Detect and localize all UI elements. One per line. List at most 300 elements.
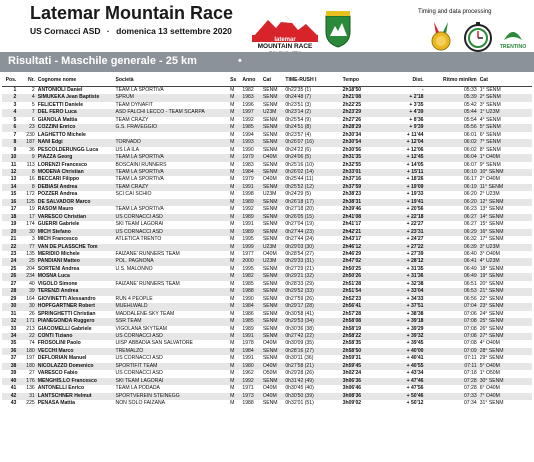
cell-sex: M: [229, 199, 241, 206]
table-row: [2, 176, 532, 183]
cell-team: TEAM CRAZY: [115, 184, 230, 191]
cell-gap: + 11'44: [406, 131, 424, 138]
cell-catpos: 1° O50M: [479, 370, 500, 377]
cell-rush: 0h27'42 (22): [284, 333, 341, 340]
cell-time: 2h51'28: [342, 280, 362, 287]
cell-pos: 24: [2, 258, 18, 265]
cell-catpos: 31° SENM: [479, 400, 504, 407]
cell-pos: 34: [2, 333, 18, 340]
column-header-pace: Ritmo min/km: [426, 74, 479, 87]
cell-time: 2h58'19: [342, 325, 362, 332]
table-row: [2, 340, 532, 347]
cell-pos: 5: [13, 116, 17, 123]
cell-bib: 6: [31, 116, 35, 123]
cell-year: 1988: [242, 400, 254, 407]
cell-gap: + 19'41: [383, 199, 426, 206]
cell-time: 2h50'25: [342, 265, 362, 272]
cell-gap: + 12'06: [406, 146, 424, 153]
table-row: [2, 109, 532, 116]
cell-bib: 230: [26, 131, 35, 138]
cell-bib: 197: [26, 355, 35, 362]
cell-name: ANTONELLI Enrico: [37, 385, 85, 392]
cell-team: SPRUM: [115, 94, 230, 101]
cell-sex: M: [229, 184, 241, 191]
cell-cat: SENM: [262, 303, 285, 310]
event-title: Latemar Mountain Race: [30, 3, 234, 23]
cell-gap: + 39'18: [383, 318, 426, 325]
cell-bib: 23: [18, 124, 36, 131]
timing-label: Timing and data processing: [418, 9, 492, 15]
cell-catpos: 8° SENM: [479, 146, 501, 153]
table-row: [2, 221, 532, 228]
cell-pace: 06:01: [463, 131, 477, 138]
cell-sex: M: [229, 214, 241, 221]
cell-pos: 39: [10, 370, 17, 377]
cell-pos: 10: [2, 154, 18, 161]
cell-year: 1989: [241, 199, 261, 206]
cell-sex: M: [230, 385, 235, 392]
cell-name: DE SALVADOR Marco: [37, 199, 115, 206]
column-header-cat: Cat: [262, 74, 285, 87]
cell-cat: SENM: [262, 400, 278, 407]
cell-team: MUEHLWALD: [115, 303, 230, 310]
cell-catpos: 10° SENM: [479, 169, 532, 176]
cell-name: RASOM Mauro: [37, 206, 74, 213]
cell-catpos: 3° SENM: [479, 101, 501, 108]
cell-year: 1997: [241, 109, 261, 116]
cell-sex: M: [229, 109, 241, 116]
cell-catpos: 19° SENM: [479, 273, 532, 280]
cell-rush: 0h22'35 (1): [285, 87, 311, 93]
table-row: [2, 288, 532, 295]
cell-rush: 0h27'44 (23): [284, 229, 341, 236]
cell-sex: M: [229, 139, 241, 146]
cell-gap: + 8'36: [409, 116, 424, 123]
cell-cat: SENM: [262, 116, 278, 123]
cell-bib: 172: [26, 191, 35, 198]
cell-sex: M: [230, 280, 235, 287]
cell-pace: 07:28: [426, 378, 479, 385]
cell-team: SKI TEAM LAGORAI: [115, 221, 164, 228]
cell-rush: 0h30'45 (40): [285, 385, 314, 392]
cell-catpos: 4° U23M: [479, 258, 532, 265]
bar-dot: •: [238, 55, 242, 67]
cell-pos: 32: [2, 318, 18, 325]
cell-name: VARESCO Fabio: [37, 370, 78, 377]
cell-pace: 05:56: [426, 124, 479, 131]
cell-sex: M: [230, 295, 235, 302]
cell-gap: + 22'18: [383, 214, 426, 221]
cell-catpos: 4° SENM: [479, 116, 501, 123]
cell-pace: 07:08: [426, 333, 479, 340]
cell-gap: + 12'45: [383, 154, 426, 161]
cell-rush: 0h28'33 (29): [285, 280, 314, 287]
cell-rush: 0h24'22 (6): [285, 146, 311, 153]
cell-time: 2h56'41: [342, 303, 383, 310]
cell-gap: + 39'32: [383, 333, 426, 340]
cell-name: PIAZZA Georg: [37, 154, 115, 161]
cell-year: 1978: [242, 340, 254, 347]
cell-sex: M: [230, 206, 235, 213]
svg-text:MOUNTAIN RACE: MOUNTAIN RACE: [257, 43, 313, 50]
cell-team: FAIZANE' RUNNERS TEAM: [115, 250, 180, 257]
cell-time: 2h33'01: [342, 169, 383, 176]
table-row: [2, 318, 532, 325]
cell-sex: M: [229, 229, 241, 236]
cell-catpos: 20° SENM: [479, 280, 504, 287]
cell-year: 1988: [241, 288, 261, 295]
page-header: [0, 0, 534, 57]
table-row: [2, 370, 532, 377]
cell-bib: 204: [26, 265, 35, 272]
cell-team: US CORNACCI ASD: [115, 229, 230, 236]
cell-sex: M: [229, 318, 241, 325]
table-header-row: [2, 74, 532, 87]
cell-team: TEAM CRAZY: [115, 116, 149, 123]
cell-time: 2h28'29: [342, 124, 383, 131]
cell-bib: 3: [31, 236, 35, 243]
cell-name: PENASA Mattia: [37, 400, 75, 407]
cell-pos: 13: [10, 176, 17, 183]
cell-catpos: 30° SENM: [479, 378, 532, 385]
cell-catpos: 1° U23M: [479, 109, 532, 116]
cell-year: 1983: [242, 161, 254, 168]
cell-team: TEAM LA SPORTIVA: [115, 154, 230, 161]
table-row: [2, 273, 532, 280]
cell-bib: 9: [18, 154, 36, 161]
cell-team: POL. PAGNONA: [115, 258, 230, 265]
cell-gap: + 12'04: [383, 139, 426, 146]
cell-gap: + 27'39: [406, 250, 424, 257]
cell-team: [115, 199, 230, 206]
cell-catpos: 3° U23M: [479, 244, 532, 251]
cell-bib: 174: [26, 221, 35, 228]
cell-rush: 0h26'18 (17): [284, 199, 341, 206]
cell-rush: 0h30'11 (36): [285, 355, 314, 362]
cell-year: 1989: [241, 229, 261, 236]
cell-rush: 0h27'18 (20): [285, 206, 314, 213]
cell-rush: 0h32'01 (51): [285, 400, 314, 407]
cell-name: HOPFGARTNER Robert: [37, 303, 115, 310]
results-title-bar: [0, 52, 534, 72]
cell-team: TEAM LA SPORTIVA: [115, 176, 164, 183]
table-row: [2, 214, 532, 221]
cell-name: SIMUKEKA Jean Baptiste: [37, 94, 115, 101]
cell-bib: 26: [29, 310, 35, 317]
cell-catpos: 4° O40M: [479, 340, 500, 347]
cell-pos: 43: [10, 400, 17, 407]
cell-catpos: 24° SENM: [479, 310, 504, 317]
cell-team: SPORTIFIT TEAM: [115, 363, 230, 370]
cell-bib: 180: [18, 363, 36, 370]
cell-pos: 16: [2, 199, 18, 206]
table-row: [2, 296, 532, 303]
cell-catpos: 13° SENM: [479, 206, 504, 213]
cell-pace: 06:02: [426, 139, 479, 146]
cell-rush: 0h25'16 (10): [285, 161, 314, 168]
cell-cat: SENM: [262, 184, 285, 191]
cell-team: TREMALZO: [115, 348, 230, 355]
cell-time: 2h37'59: [342, 184, 383, 191]
table-row: [2, 363, 532, 370]
cell-team: TORNADO: [115, 139, 230, 146]
cell-sex: M: [229, 348, 241, 355]
results-title: Risultati - Maschile generale - 25 km: [8, 55, 197, 67]
results-body: [2, 87, 532, 408]
cell-cat: SENM: [262, 295, 278, 302]
table-row: [2, 385, 532, 392]
cell-name: VIGOLO Simone: [37, 280, 78, 287]
cell-pace: 06:29: [426, 229, 479, 236]
cell-catpos: 16° SENM: [479, 229, 532, 236]
cell-bib: 125: [18, 199, 36, 206]
cell-gap: + 39'45: [406, 340, 424, 347]
cell-catpos: 25° SENM: [479, 318, 532, 325]
cell-cat: SENM: [262, 206, 278, 213]
cell-time: 3h06'46: [342, 385, 362, 392]
cell-gap: + 38'38: [406, 310, 424, 317]
cell-year: 1962: [242, 370, 254, 377]
cell-catpos: 12° SENM: [479, 199, 532, 206]
results-table: [2, 74, 532, 407]
cell-name: NANI Edgi: [37, 139, 115, 146]
column-header-rush: TIME-RUSH I: [284, 74, 341, 87]
cell-team: US CORNACCI ASD: [115, 370, 163, 377]
cell-name: DEL FERO Luca: [37, 109, 115, 116]
cell-team: [115, 244, 230, 251]
cell-bib: 25: [18, 258, 36, 265]
cell-pos: 9: [13, 146, 17, 153]
cell-name: GUERRI Gabriele: [37, 221, 80, 228]
column-header-name: Cognome nome: [37, 74, 115, 87]
cell-rush: 0h27'58 (21): [284, 363, 341, 370]
cell-time: 2h18'50: [342, 87, 362, 93]
cell-team: MADDALENE SKY TEAM: [115, 310, 175, 317]
cell-rush: 0h26'05 (15): [284, 214, 341, 221]
cell-name: GIACOMELLI Gabriele: [37, 325, 92, 332]
cell-cat: SENM: [262, 355, 278, 362]
cell-year: 1996: [242, 101, 254, 108]
cell-year: 1979: [241, 154, 261, 161]
cell-bib: 171: [18, 318, 36, 325]
cell-sex: M: [230, 116, 235, 123]
organizer-name: US Cornacci ASD: [30, 26, 101, 36]
cell-catpos: 11° SENM: [479, 184, 532, 191]
cell-pos: 1: [13, 87, 17, 93]
cell-sex: M: [230, 176, 235, 183]
table-row: [2, 87, 532, 95]
cell-gap: + 37'51: [383, 303, 426, 310]
cell-pace: 06:49: [426, 273, 479, 280]
cell-cat: SENM: [262, 161, 278, 168]
cell-bib: 27: [29, 370, 35, 377]
table-row: [2, 251, 532, 258]
cell-pace: 07:33: [426, 393, 479, 400]
cell-name: MICH Stefano: [37, 229, 115, 236]
cell-name: DEBIASI Andrea: [37, 184, 115, 191]
cell-sex: M: [229, 378, 241, 385]
cell-cat: O50M: [262, 370, 277, 377]
cell-team: [115, 288, 230, 295]
cell-gap: + 47'46: [383, 378, 426, 385]
cell-cat: U23M: [262, 191, 277, 198]
cell-cat: O40M: [262, 363, 285, 370]
cell-cat: SENM: [262, 288, 285, 295]
table-row: [2, 311, 532, 318]
table-row: [2, 258, 532, 265]
cell-pos: 17: [10, 206, 17, 213]
table-row: [2, 139, 532, 146]
cell-year: 1992: [242, 206, 254, 213]
latemar-logo-icon: [246, 14, 324, 54]
cell-sex: M: [230, 236, 235, 243]
cell-name: SPRINGHETTI Christian: [37, 310, 96, 317]
cell-rush: 0h31'42 (49): [284, 378, 341, 385]
table-row: [2, 199, 532, 206]
cell-catpos: 3° O40M: [479, 250, 500, 257]
cell-team: SCI CAI SCHIO: [115, 191, 152, 198]
cell-team: US CORNACCI ASD: [115, 355, 163, 362]
cell-pace: 05:54: [463, 116, 477, 123]
cell-sex: M: [229, 94, 241, 101]
cell-catpos: 2° O40M: [479, 176, 500, 183]
cell-year: 1991: [242, 355, 254, 362]
cell-name: PANDIANI Matteo: [37, 258, 115, 265]
cell-time: 2h58'22: [342, 333, 383, 340]
cell-catpos: 15° SENM: [479, 221, 504, 228]
cell-pos: 21: [10, 236, 17, 243]
event-date: domenica 13 settembre 2020: [116, 26, 232, 36]
cell-gap: + 31'36: [383, 273, 426, 280]
cell-catpos: 9° SENM: [479, 161, 501, 168]
cell-pace: 07:08: [463, 325, 477, 332]
cell-bib: 19: [29, 206, 35, 213]
cell-year: 1982: [242, 87, 254, 93]
cell-cat: O40M: [262, 340, 277, 347]
cell-bib: 164: [26, 295, 35, 302]
cell-rush: 0h24'51 (8): [284, 124, 341, 131]
cell-name: FELICETTI Daniele: [37, 101, 84, 108]
cell-gap: + 40'55: [383, 363, 426, 370]
cell-team: [115, 273, 230, 280]
cell-name: POZZER Andrea: [37, 191, 78, 198]
cell-bib: 36: [29, 146, 35, 153]
cell-name: MICH Francesco: [37, 236, 78, 243]
cell-team: VIGOLANA SKYTEAM: [115, 325, 168, 332]
cell-team: BOSCAINI RUNNERS: [115, 161, 167, 168]
cell-pos: 7: [13, 131, 17, 138]
table-row: [2, 236, 532, 243]
table-row: [2, 266, 532, 273]
cell-pace: 07:08: [463, 340, 477, 347]
cell-bib: 40: [29, 280, 35, 287]
cell-rush: 0h25'54 (9): [285, 116, 311, 123]
cell-pace: 07:08: [426, 318, 479, 325]
cell-pace: 06:51: [463, 280, 477, 287]
cell-catpos: 14° SENM: [479, 214, 532, 221]
cell-team: G.S. FRAVEGGIO: [115, 124, 230, 131]
cell-bib: 30: [18, 303, 36, 310]
cell-team: ASD FALCHI LECCO - TEAM SCARPA: [115, 109, 230, 116]
medal-logo-icon: [426, 22, 456, 52]
cell-cat: SENM: [262, 265, 278, 272]
cell-rush: 0h30'09 (35): [285, 340, 314, 347]
cell-catpos: 7° O40M: [479, 393, 532, 400]
cell-bib: 22: [18, 333, 36, 340]
cell-cat: SENM: [262, 348, 285, 355]
cell-bib: 16: [29, 176, 35, 183]
cell-catpos: 29° SENM: [479, 355, 504, 362]
cell-sex: M: [230, 370, 235, 377]
cell-sex: M: [229, 393, 241, 400]
cell-pace: 07:34: [463, 400, 477, 407]
cell-name: NICOLAZZO Domenico: [37, 363, 115, 370]
cell-year: 1990: [242, 295, 254, 302]
cell-rush: 0h26'02 (14): [284, 169, 341, 176]
cell-sex: M: [229, 124, 241, 131]
cell-catpos: 1° SENM: [479, 87, 501, 93]
cell-catpos: 23° SENM: [479, 303, 532, 310]
cell-bib: 77: [18, 244, 36, 251]
cell-name: VAN DE PLASSCHE Tom: [37, 244, 115, 251]
cell-time: 2h59'45: [342, 363, 383, 370]
cell-year: 1995: [242, 265, 254, 272]
cell-year: 1991: [241, 333, 261, 340]
cell-time: 2h30'56: [342, 146, 362, 153]
cell-cat: O40M: [262, 154, 285, 161]
cell-rush: 0h27'44 (24): [285, 236, 314, 243]
cell-catpos: 17° SENM: [479, 236, 504, 243]
column-header-pos: Pos.: [2, 74, 18, 87]
cell-time: 2h38'23: [342, 191, 362, 198]
cell-pace: 06:40: [463, 250, 477, 257]
cell-team: TEAM LA SPORTIVA: [115, 87, 164, 93]
cell-cat: U23M: [262, 109, 285, 116]
cell-name: CONTI Tiziano: [37, 333, 115, 340]
cell-sex: M: [230, 87, 235, 93]
cell-cat: O40M: [262, 250, 277, 257]
table-row: [2, 154, 532, 161]
cell-gap: -: [421, 87, 424, 93]
cell-pace: 07:28: [463, 385, 477, 392]
cell-time: 2h46'29: [342, 250, 362, 257]
cell-catpos: 7° SENM: [479, 139, 532, 146]
table-row: [2, 303, 532, 310]
cell-rush: 0h29'21 (32): [284, 273, 341, 280]
cell-rush: 0h27'29 (21): [285, 265, 314, 272]
cell-rush: 0h30'36 (38): [285, 325, 314, 332]
cell-cat: O40M: [262, 393, 285, 400]
cell-pace: 07:11: [426, 363, 479, 370]
cell-name: ANTONIOLI Daniel: [37, 87, 83, 93]
cell-catpos: 27° SENM: [479, 333, 532, 340]
cell-pace: 05:42: [463, 101, 477, 108]
cell-rush: 0h29'03 (30): [284, 244, 341, 251]
cell-year: 1998: [242, 191, 254, 198]
cell-bib: 187: [18, 139, 36, 146]
cell-pace: 07:11: [464, 355, 477, 362]
cell-pos: 29: [10, 295, 17, 302]
cell-pace: 06:19: [426, 184, 479, 191]
cell-sex: M: [229, 288, 241, 295]
cell-bib: 136: [26, 385, 35, 392]
cell-catpos: 6° O40M: [479, 385, 500, 392]
cell-time: 2h32'55: [342, 161, 362, 168]
cell-pos: 25: [10, 265, 17, 272]
table-row: [2, 147, 532, 154]
cell-name: GIANOLA Mattia: [37, 116, 78, 123]
cell-pace: 06:39: [426, 244, 479, 251]
